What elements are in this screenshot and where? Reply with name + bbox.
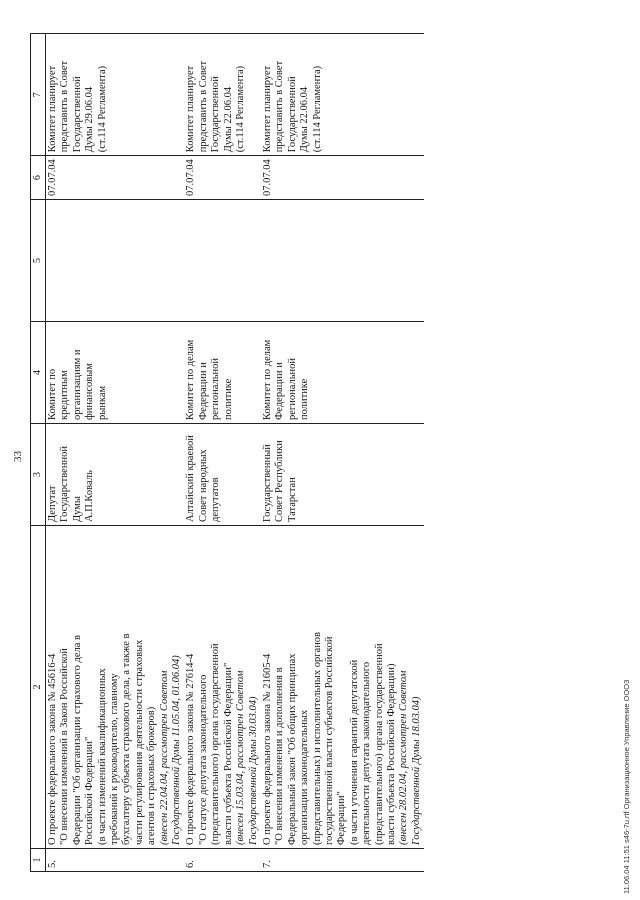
note-line: Комитет планирует bbox=[261, 65, 273, 153]
table-row bbox=[261, 34, 424, 872]
table-header bbox=[31, 34, 46, 872]
note-line: Думы 22.06.04 bbox=[299, 86, 311, 153]
committee-note bbox=[261, 34, 424, 156]
bill-text-line: деятельности депутата законодательного bbox=[361, 661, 373, 845]
committee-note bbox=[46, 34, 185, 156]
note-line: Государственной bbox=[210, 76, 222, 153]
bill-author bbox=[184, 424, 260, 526]
note-line: представить в Совет bbox=[59, 60, 71, 153]
bill-status-line: Государственной Думы 11.05.04, 01.06.04) bbox=[171, 655, 183, 845]
column-header-7: 7 bbox=[31, 34, 46, 156]
review-date: 07.07.04 bbox=[184, 156, 260, 200]
bill-text-line: Российской Федерации" bbox=[84, 736, 96, 845]
column-5-cell bbox=[46, 200, 185, 322]
column-header-5: 5 bbox=[31, 200, 46, 322]
note-line: (ст.114 Регламента) bbox=[96, 65, 108, 153]
bill-text-line: Федеральный закон "Об общих принципах bbox=[286, 653, 298, 845]
table-body bbox=[46, 34, 425, 872]
committee-note bbox=[184, 34, 260, 156]
column-header-6: 6 bbox=[31, 156, 46, 200]
bill-text-line: "О внесении изменений в Закон Российской bbox=[59, 648, 71, 845]
table-row bbox=[46, 34, 185, 872]
bill-text-line: (в части уточнения гарантий депутатской bbox=[348, 659, 360, 845]
committee-line: Комитет по делам bbox=[261, 339, 273, 420]
bill-text-line: О проекте федерального закона № 45616-4 bbox=[47, 653, 58, 845]
bill-author bbox=[46, 424, 185, 526]
bill-text-line: Федерации" bbox=[336, 791, 348, 845]
bill-text-line: агентов и страховых брокеров) bbox=[146, 706, 158, 845]
committee-line: рынкам bbox=[96, 385, 108, 420]
bill-text-line: организации законодательных bbox=[299, 709, 311, 845]
bill-status-line: (внесен 28.02.04, рассмотрен Советом bbox=[398, 670, 410, 845]
author-line: Алтайский краевой bbox=[185, 435, 197, 522]
responsible-committee bbox=[46, 322, 185, 424]
committee-line: региональной bbox=[286, 358, 298, 420]
column-header-2: 2 bbox=[31, 526, 46, 849]
row-number: 5. bbox=[46, 849, 185, 872]
bill-text-line: государственной власти субъектов Российской bbox=[323, 636, 335, 845]
bill-text-line: требований к руководителю, главному bbox=[109, 673, 121, 845]
bill-text-line: (представительного) органа государственной bbox=[373, 643, 385, 845]
committee-line: Федерации и bbox=[197, 362, 209, 420]
row-number: 6. bbox=[184, 849, 260, 872]
column-header-1: 1 bbox=[31, 849, 46, 872]
note-line: Думы 29.06.04 bbox=[84, 86, 96, 153]
committee-line: Комитет по делам bbox=[185, 339, 197, 420]
header-row bbox=[31, 34, 46, 872]
bill-status-line: (внесен 15.03.04, рассмотрен Советом bbox=[235, 670, 247, 845]
review-date: 07.07.04 bbox=[261, 156, 424, 200]
column-5-cell bbox=[261, 200, 424, 322]
column-header-4: 4 bbox=[31, 322, 46, 424]
column-header-3: 3 bbox=[31, 424, 46, 526]
author-line: Депутат bbox=[47, 485, 58, 522]
bill-status-line: (внесен 22.04.04, рассмотрен Советом bbox=[158, 670, 170, 845]
note-line: Думы 22.06.04 bbox=[222, 86, 234, 153]
review-date: 07.07.04 bbox=[46, 156, 185, 200]
author-line: Совет народных bbox=[197, 449, 209, 522]
author-line: Государственной bbox=[59, 446, 71, 522]
author-line: Государственный bbox=[261, 444, 273, 522]
bill-text-line: "О статусе депутата законодательного bbox=[197, 674, 209, 845]
author-line: Думы bbox=[71, 496, 83, 522]
bill-author bbox=[261, 424, 424, 526]
bill-text-line: (представительных) и исполнительных органов bbox=[311, 631, 323, 845]
bill-text-line: Федерации "Об организации страхового дела в bbox=[71, 635, 83, 845]
responsible-committee bbox=[261, 322, 424, 424]
committee-line: региональной bbox=[210, 358, 222, 420]
author-line: депутатов bbox=[210, 477, 222, 522]
note-line: (ст.114 Регламента) bbox=[235, 65, 247, 153]
page-number: 33 bbox=[12, 451, 24, 462]
bill-description bbox=[46, 526, 185, 849]
author-line: А.П.Коваль bbox=[84, 470, 96, 522]
note-line: Комитет планирует bbox=[47, 65, 58, 153]
column-5-cell bbox=[184, 200, 260, 322]
author-line: Татарстан bbox=[286, 477, 298, 522]
bill-text-line: бухгалтеру субъекта страхового дела, а также в bbox=[121, 633, 133, 845]
note-line: Комитет планирует bbox=[185, 65, 197, 153]
bill-text-line: власти субъекта Российской Федерации" bbox=[222, 662, 234, 845]
note-line: представить в Совет bbox=[197, 60, 209, 153]
table-row bbox=[184, 34, 260, 872]
bill-status-line: Государственной Думы 18.03.04) bbox=[410, 696, 422, 845]
bill-description bbox=[184, 526, 260, 849]
author-line: Совет Республики bbox=[274, 440, 286, 522]
bill-text-line: власти субъекта Российской Федерации) bbox=[385, 663, 397, 845]
bill-text-line: О проекте федерального закона № 27614-4 bbox=[185, 653, 197, 845]
bill-text-line: (в части изменений квалификационных bbox=[96, 668, 108, 845]
committee-line: политике bbox=[222, 378, 234, 420]
bills-table bbox=[30, 33, 424, 872]
bill-text-line: части регулирования деятельности страховых bbox=[133, 639, 145, 845]
note-line: Государственной bbox=[286, 76, 298, 153]
bill-status-line: Государственной Думы 30.03.04) bbox=[247, 696, 259, 845]
note-line: (ст.114 Регламента) bbox=[311, 65, 323, 153]
committee-line: кредитным bbox=[59, 370, 71, 420]
responsible-committee bbox=[184, 322, 260, 424]
committee-line: политике bbox=[299, 378, 311, 420]
bill-description bbox=[261, 526, 424, 849]
committee-line: финансовым bbox=[84, 363, 96, 420]
row-number: 7. bbox=[261, 849, 424, 872]
committee-line: Комитет по bbox=[47, 368, 58, 420]
bill-text-line: О проекте федерального закона № 21605-4 bbox=[261, 653, 273, 845]
committee-line: Федерации и bbox=[274, 362, 286, 420]
bill-text-line: (представительного) органа государственной bbox=[210, 643, 222, 845]
committee-line: организациям и bbox=[71, 349, 83, 420]
bill-text-line: "О внесении изменения и дополнения в bbox=[274, 667, 286, 845]
note-line: Государственной bbox=[71, 76, 83, 153]
footer-note: 11.06.04 11:51 s46-7u.rtf Организационное Управление ООО3 bbox=[622, 679, 631, 894]
note-line: представить в Совет bbox=[274, 60, 286, 153]
